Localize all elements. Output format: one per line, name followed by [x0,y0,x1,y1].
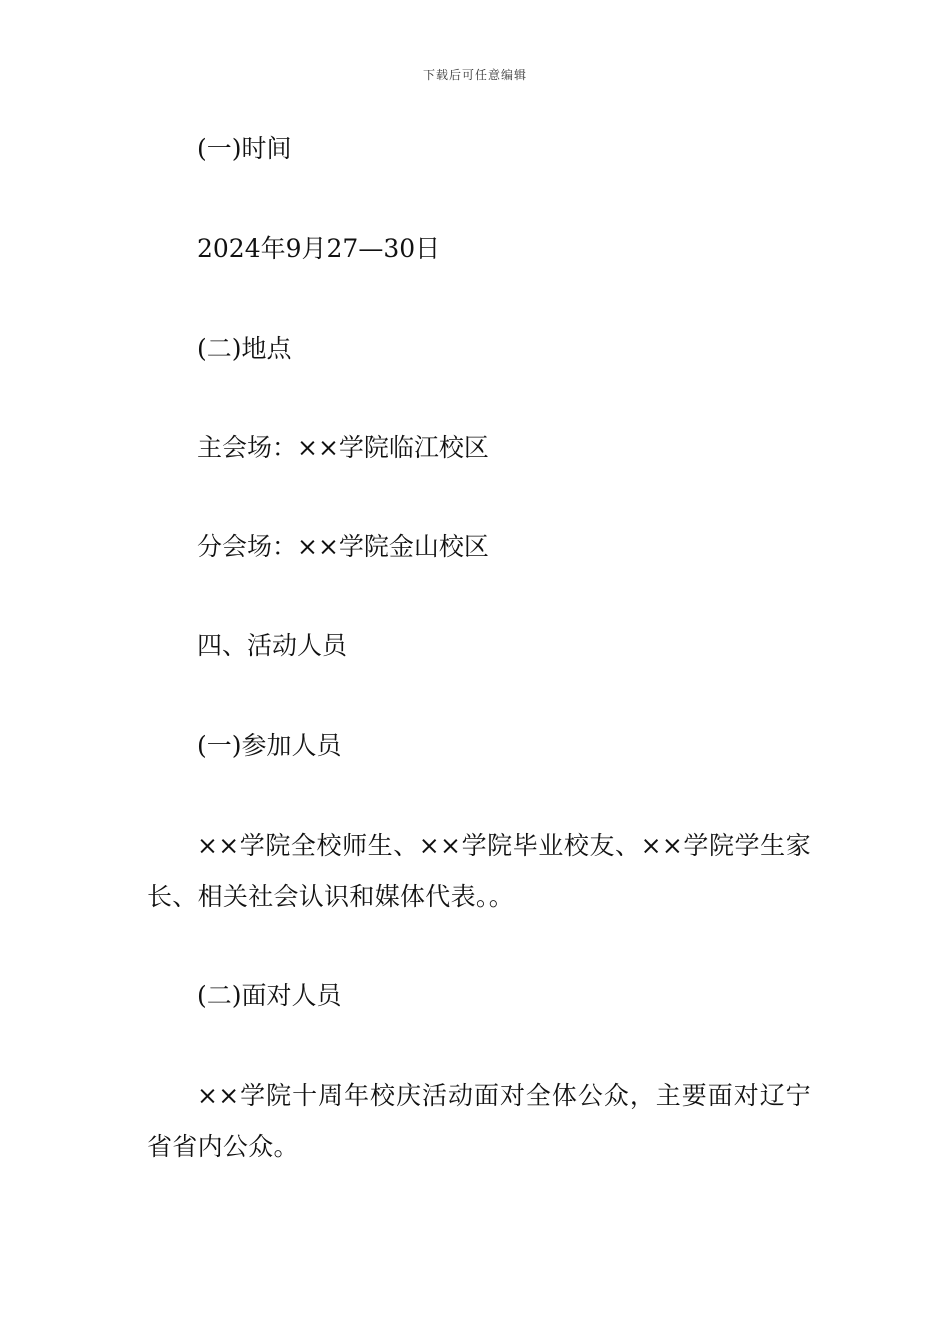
branch-venue: 分会场：××学院金山校区 [197,532,489,561]
place-heading: (二)地点 [197,334,292,363]
participants-heading: (一)参加人员 [197,731,342,760]
section-4-heading: 四、活动人员 [197,631,348,660]
audience-paragraph: ××学院十周年校庆活动面对全体公众，主要面对辽宁省省内公众。 [147,1081,811,1161]
time-value: 2024年9月27—30日 [197,234,441,263]
time-heading: (一)时间 [197,134,292,163]
participants-paragraph: ××学院全校师生、××学院毕业校友、××学院学生家长、相关社会认识和媒体代表。。 [147,831,811,911]
page-header: 下载后可任意编辑 [422,68,527,82]
audience-heading: (二)面对人员 [197,981,342,1010]
main-venue: 主会场：××学院临江校区 [197,433,489,462]
